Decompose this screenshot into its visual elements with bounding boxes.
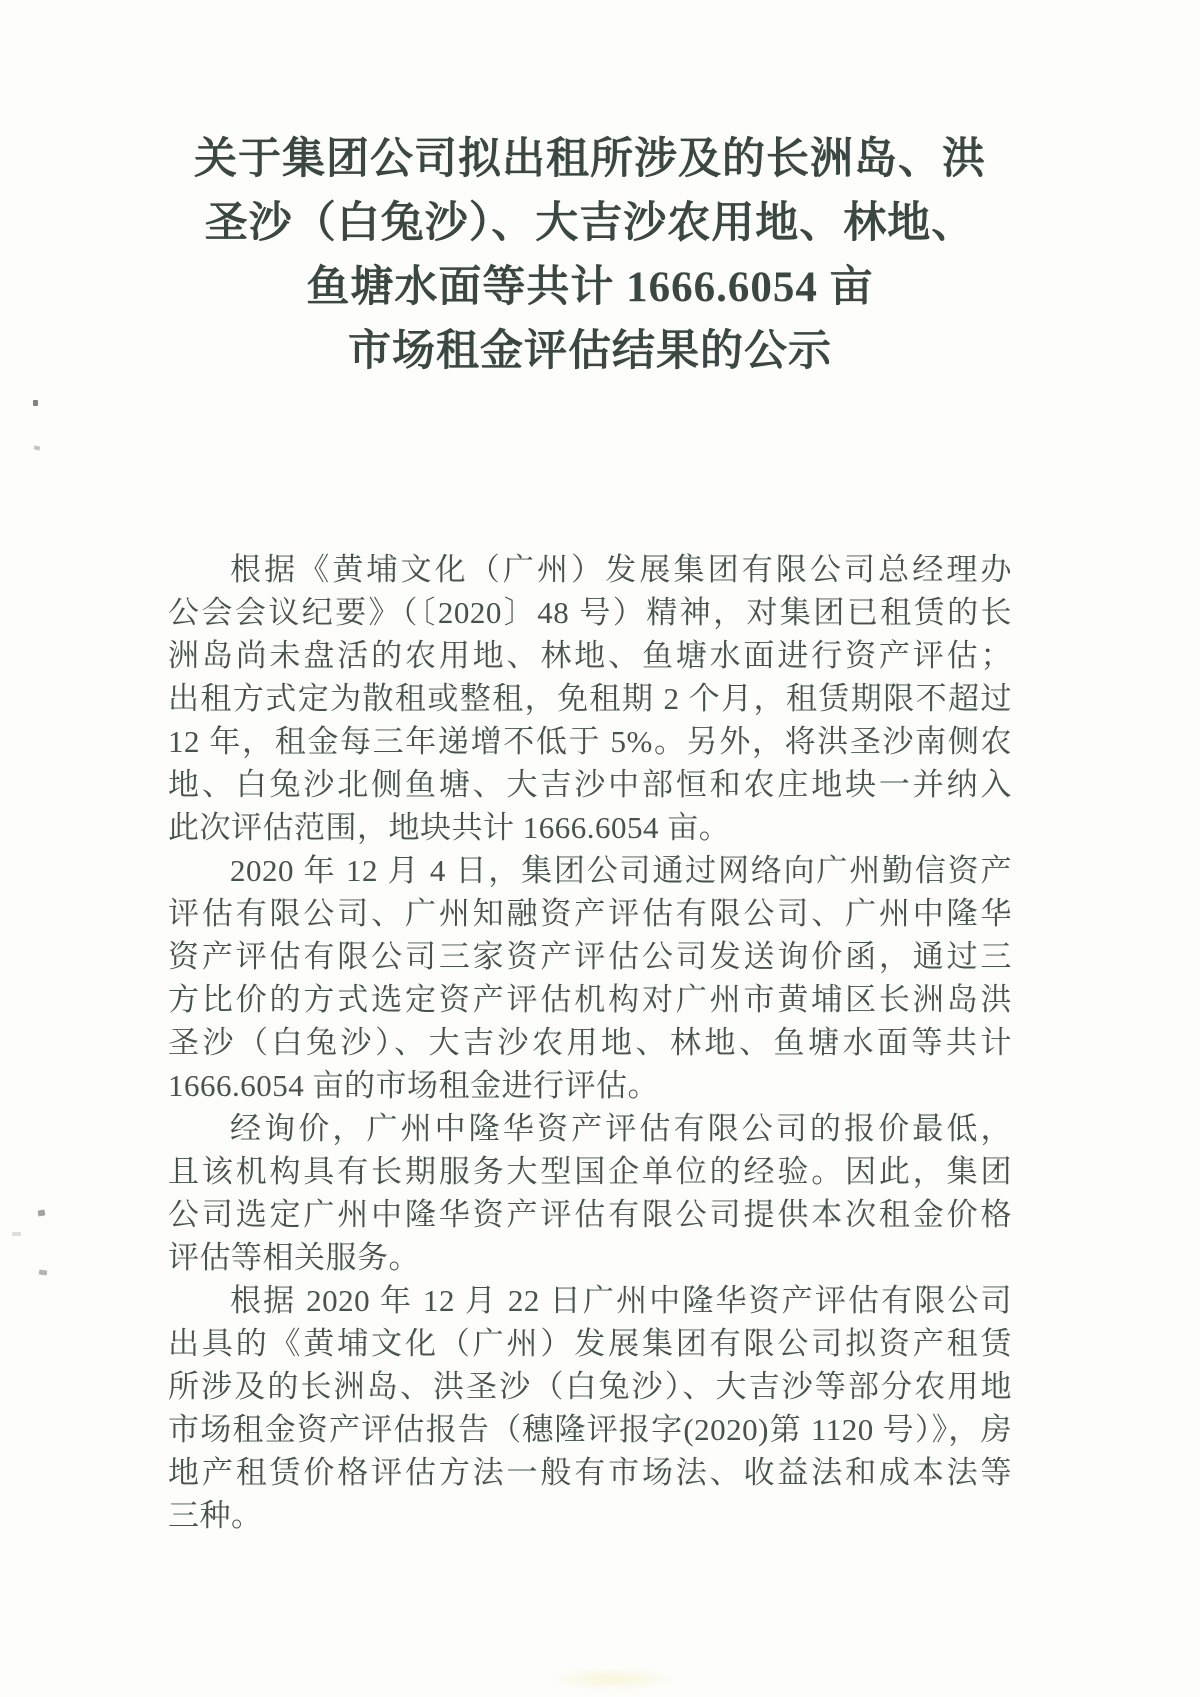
text-line: 根据 2020 年 12 月 22 日广州中隆华资产评估有限公司 (230, 1283, 1012, 1318)
paragraph-3 (168, 1107, 1012, 1279)
scan-speck (33, 400, 38, 406)
text-line: 市场租金资产评估报告（穗隆评报字(2020)第 1120 号）》，房 (168, 1412, 1012, 1447)
title-line-1: 关于集团公司拟出租所涉及的长洲岛、洪 (194, 136, 986, 183)
paragraph-4 (168, 1279, 1012, 1537)
scan-speck (12, 1232, 21, 1236)
text-line: 评估有限公司、广州知融资产评估有限公司、广州中隆华 (168, 896, 1012, 931)
text-line: 公会会议纪要》（〔2020〕48 号）精神，对集团已租赁的长 (168, 595, 1012, 630)
text-line: 圣沙（白兔沙）、大吉沙农用地、林地、鱼塘水面等共计 (168, 1025, 1012, 1060)
text-line: 1666.6054 亩的市场租金进行评估。 (168, 1068, 659, 1103)
text-line: 2020 年 12 月 4 日，集团公司通过网络向广州勤信资产 (230, 853, 1012, 888)
text-line: 公司选定广州中隆华资产评估有限公司提供本次租金价格 (168, 1197, 1012, 1232)
text-line: 评估等相关服务。 (168, 1240, 420, 1275)
text-line: 此次评估范围，地块共计 1666.6054 亩。 (168, 810, 731, 845)
text-line: 出具的《黄埔文化（广州）发展集团有限公司拟资产租赁 (168, 1326, 1012, 1361)
scan-speck (34, 445, 41, 450)
paragraph-1 (168, 548, 1012, 849)
scan-speck (38, 1209, 46, 1216)
text-line: 12 年，租金每三年递增不低于 5%。另外，将洪圣沙南侧农 (168, 724, 1012, 759)
scan-speck (39, 1269, 48, 1275)
text-line: 方比价的方式选定资产评估机构对广州市黄埔区长洲岛洪 (168, 982, 1012, 1017)
text-line: 根据《黄埔文化（广州）发展集团有限公司总经理办 (230, 552, 1012, 587)
title-line-4: 市场租金评估结果的公示 (348, 328, 832, 375)
document-title (168, 128, 1012, 384)
document-body (168, 548, 1012, 1537)
text-line: 经询价，广州中隆华资产评估有限公司的报价最低， (230, 1111, 1012, 1146)
text-line: 地、白兔沙北侧鱼塘、大吉沙中部恒和农庄地块一并纳入 (168, 767, 1012, 802)
text-line: 地产租赁价格评估方法一般有市场法、收益法和成本法等 (168, 1455, 1012, 1490)
text-line: 出租方式定为散租或整租，免租期 2 个月，租赁期限不超过 (168, 681, 1012, 716)
text-line: 三种。 (168, 1498, 263, 1533)
title-line-3: 鱼塘水面等共计 1666.6054 亩 (306, 264, 874, 311)
text-line: 洲岛尚未盘活的农用地、林地、鱼塘水面进行资产评估； (168, 638, 1012, 673)
title-line-2: 圣沙（白兔沙）、大吉沙农用地、林地、 (204, 200, 976, 247)
text-line: 资产评估有限公司三家资产评估公司发送询价函，通过三 (168, 939, 1012, 974)
paragraph-2 (168, 849, 1012, 1107)
scan-smudge (548, 1668, 678, 1690)
text-line: 且该机构具有长期服务大型国企单位的经验。因此，集团 (168, 1154, 1012, 1189)
text-line: 所涉及的长洲岛、洪圣沙（白兔沙）、大吉沙等部分农用地 (168, 1369, 1012, 1404)
